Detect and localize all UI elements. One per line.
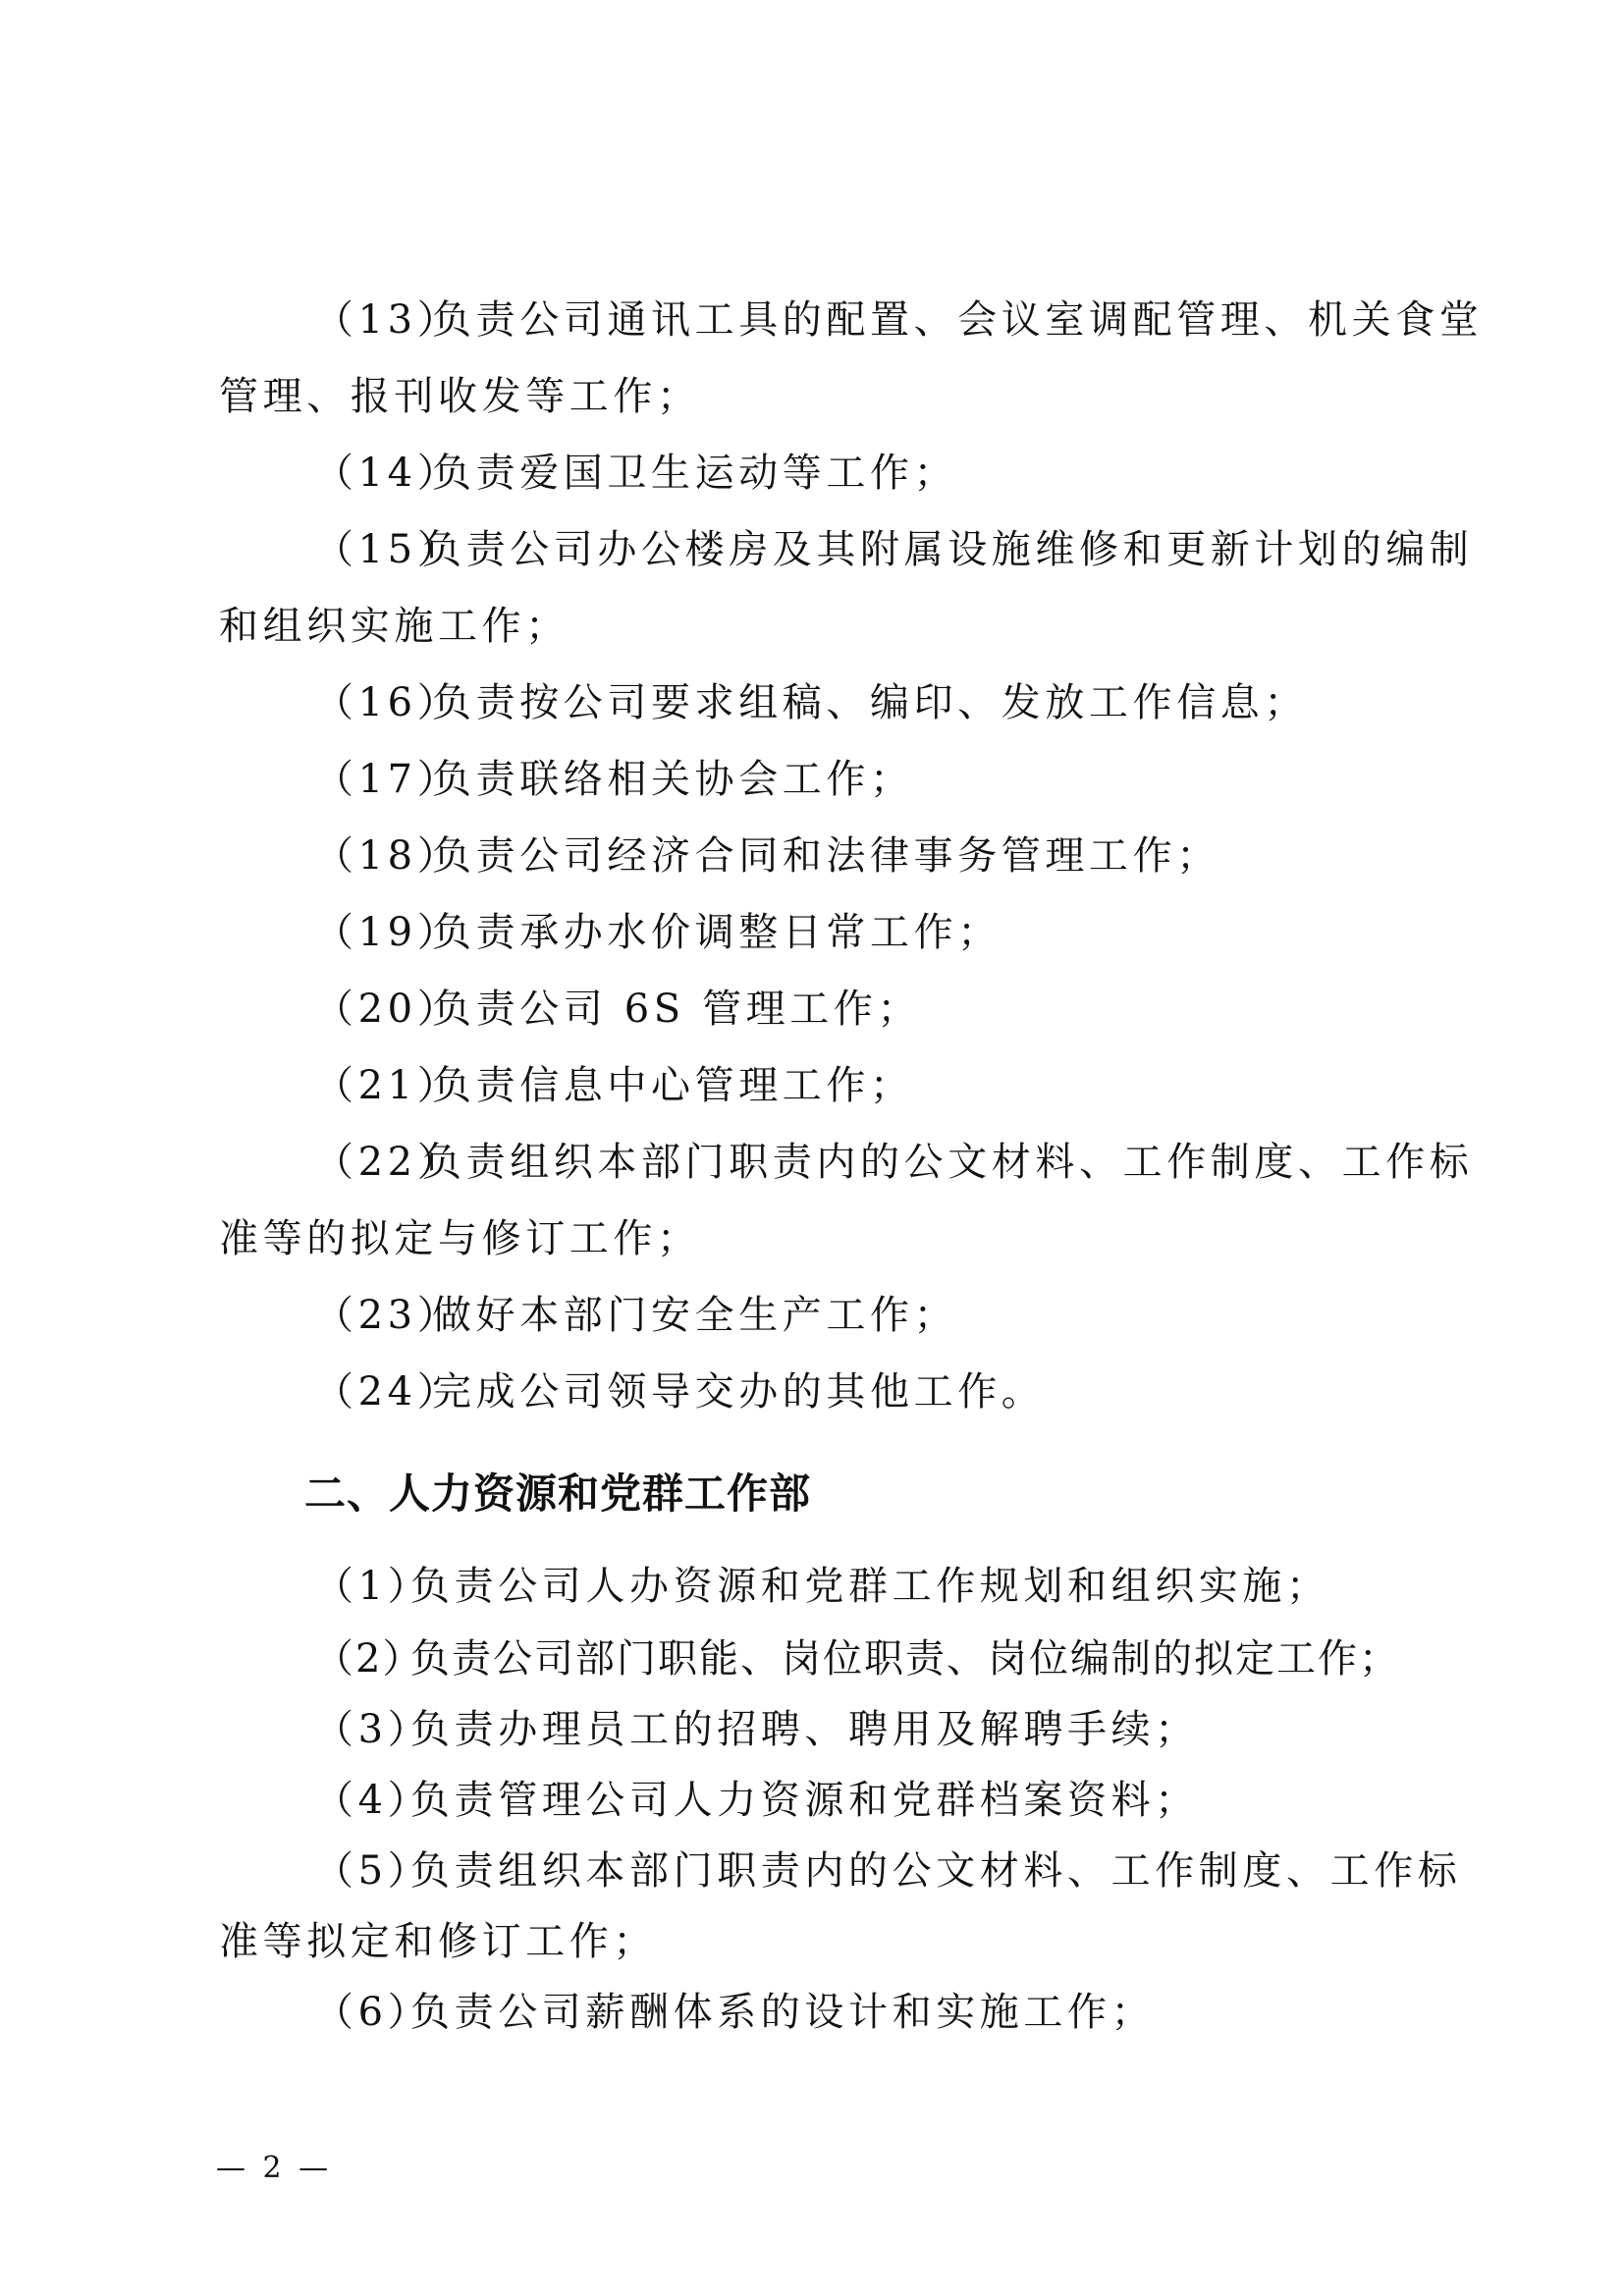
item-number: （3） [314, 1707, 432, 1752]
item-number: （1） [314, 1564, 432, 1609]
item-number: （14） [314, 451, 461, 496]
item-number: （18） [314, 833, 461, 879]
list-item-21 [0, 1056, 1624, 1115]
list-item-15 [0, 520, 1624, 579]
item-number: （22） [314, 1140, 461, 1185]
item-text: 负责爱国卫生运动等工作； [432, 451, 958, 496]
item-continuation: 和组织实施工作； [219, 604, 569, 649]
hr-item-1 [0, 1557, 1624, 1616]
section-heading [0, 1465, 1624, 1523]
list-item-14 [0, 444, 1624, 503]
list-item-18 [0, 827, 1624, 885]
item-text: 负责信息中心管理工作； [432, 1063, 914, 1108]
item-number: （4） [314, 1778, 432, 1823]
item-continuation: 管理、报刊收发等工作； [219, 374, 701, 419]
section-heading-text: 二、人力资源和党群工作部 [304, 1469, 812, 1518]
page-number: — 2 — [216, 2151, 333, 2185]
list-item-23 [0, 1286, 1624, 1345]
item-number: （20） [314, 987, 461, 1032]
item-text: 负责公司人办资源和党群工作规划和组织实施； [410, 1564, 1330, 1609]
item-text: 负责公司 6S 管理工作； [432, 987, 922, 1032]
item-number: （6） [314, 1990, 432, 2035]
hr-item-4 [0, 1771, 1624, 1830]
item-text: 负责公司经济合同和法律事务管理工作； [432, 833, 1220, 879]
list-item-15-continuation [0, 597, 1624, 656]
list-item-22 [0, 1133, 1624, 1192]
item-text: 负责按公司要求组稿、编印、发放工作信息； [432, 680, 1308, 725]
item-number: （16） [314, 680, 461, 725]
hr-item-6 [0, 1983, 1624, 2042]
hr-item-2 [0, 1629, 1624, 1688]
item-text: 负责组织本部门职责内的公文材料、工作制度、工作标 [422, 1140, 1474, 1185]
item-number: （15） [314, 527, 461, 572]
item-text: 负责承办水价调整日常工作； [432, 910, 1001, 955]
hr-item-5 [0, 1842, 1624, 1900]
item-number: （24） [314, 1369, 461, 1415]
list-item-24 [0, 1362, 1624, 1421]
item-number: （5） [314, 1848, 432, 1894]
item-text: 负责公司薪酬体系的设计和实施工作； [410, 1990, 1156, 2035]
item-continuation: 准等的拟定与修订工作； [219, 1216, 701, 1261]
item-number: （23） [314, 1293, 461, 1338]
item-number: （13） [314, 297, 461, 343]
item-number: （21） [314, 1063, 461, 1108]
hr-item-3 [0, 1700, 1624, 1759]
list-item-13 [0, 291, 1624, 349]
item-text: 负责公司通讯工具的配置、会议室调配管理、机关食堂 [432, 297, 1484, 343]
list-item-19 [0, 903, 1624, 962]
list-item-22-continuation [0, 1209, 1624, 1268]
item-text: 负责管理公司人力资源和党群档案资料； [410, 1778, 1199, 1823]
list-item-13-continuation [0, 367, 1624, 426]
item-number: （19） [314, 910, 461, 955]
item-text: 负责组织本部门职责内的公文材料、工作制度、工作标 [410, 1848, 1462, 1894]
item-text: 负责联络相关协会工作； [432, 757, 914, 802]
item-number: （17） [314, 757, 461, 802]
list-item-20 [0, 980, 1624, 1039]
list-item-16 [0, 673, 1624, 732]
item-text: 做好本部门安全生产工作； [432, 1293, 958, 1338]
hr-item-5-continuation [0, 1912, 1624, 1971]
item-text: 完成公司领导交办的其他工作。 [432, 1369, 1046, 1415]
list-item-17 [0, 750, 1624, 809]
item-text: 负责公司部门职能、岗位职责、岗位编制的拟定工作； [410, 1636, 1400, 1682]
item-number: （2） [314, 1636, 424, 1682]
item-text: 负责办理员工的招聘、聘用及解聘手续； [410, 1707, 1199, 1752]
item-text: 负责公司办公楼房及其附属设施维修和更新计划的编制 [422, 527, 1474, 572]
item-continuation: 准等拟定和修订工作； [219, 1919, 657, 1964]
